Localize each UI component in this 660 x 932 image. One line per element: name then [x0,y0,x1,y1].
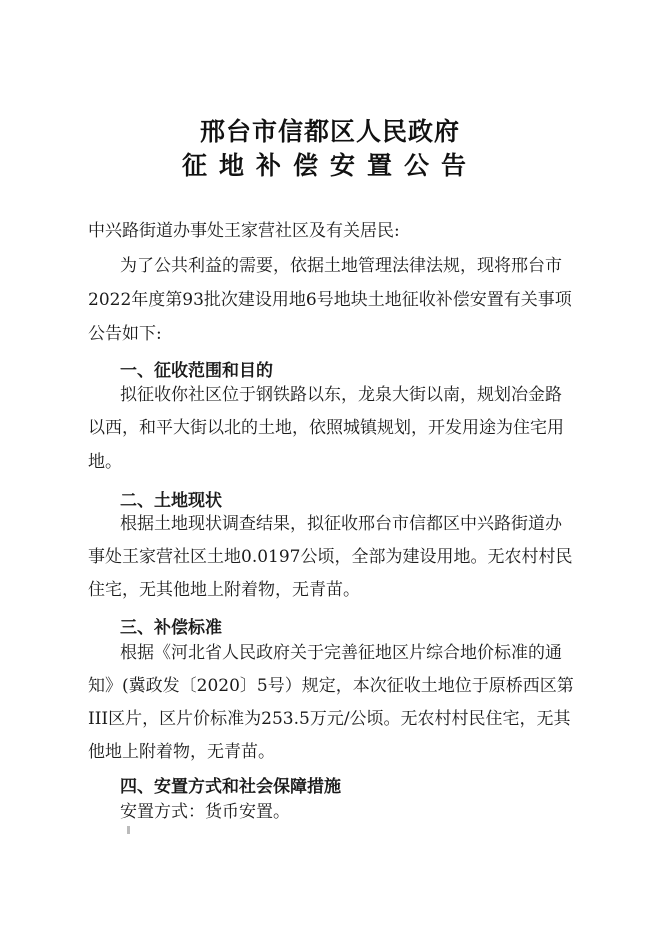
salutation: 中兴路街道办事处王家营社区及有关居民: [88,221,400,241]
section-heading: 四、安置方式和社会保障措施 [120,777,341,797]
intro-line: 2022年度第93批次建设用地6号地块土地征收补偿安置有关事项 [88,290,572,310]
section-line: 地。 [88,452,122,472]
section-line: 他地上附着物，无青苗。 [88,742,275,762]
section-line: 根据土地现状调查结果，拟征收邢台市信都区中兴路街道办 [120,514,562,534]
section-heading: 二、土地现状 [120,491,222,511]
intro-line: 公告如下: [88,324,162,344]
section-line: 安置方式：货币安置。 [120,802,290,822]
scan-mark [127,826,130,834]
section-line: 住宅，无其他地上附着物，无青苗。 [88,580,360,600]
section-heading: 一、征收范围和目的 [120,361,273,381]
section-line: 拟征收你社区位于钢铁路以东，龙泉大街以南，规划冶金路 [120,385,562,405]
notice-title-subject: 征地补偿安置公告 [181,151,478,180]
section-line: 事处王家营社区土地0.0197公顷，全部为建设用地。无农村村民 [88,547,573,567]
intro-line: 为了公共利益的需要，依据土地管理法律法规，现将邢台市 [120,256,562,276]
section-heading: 三、补偿标准 [120,618,222,638]
section-line: 根据《河北省人民政府关于完善征地区片综合地价标准的通 [120,643,562,663]
section-line: 知》(冀政发〔2020〕5号）规定，本次征收土地位于原桥西区第 [88,676,574,696]
section-line: 以西，和平大街以北的土地，依照城镇规划，开发用途为住宅用 [88,418,564,438]
section-line: III区片，区片价标准为253.5万元/公顷。无农村村民住宅，无其 [88,709,571,729]
notice-title-issuer: 邢台市信都区人民政府 [199,117,460,146]
